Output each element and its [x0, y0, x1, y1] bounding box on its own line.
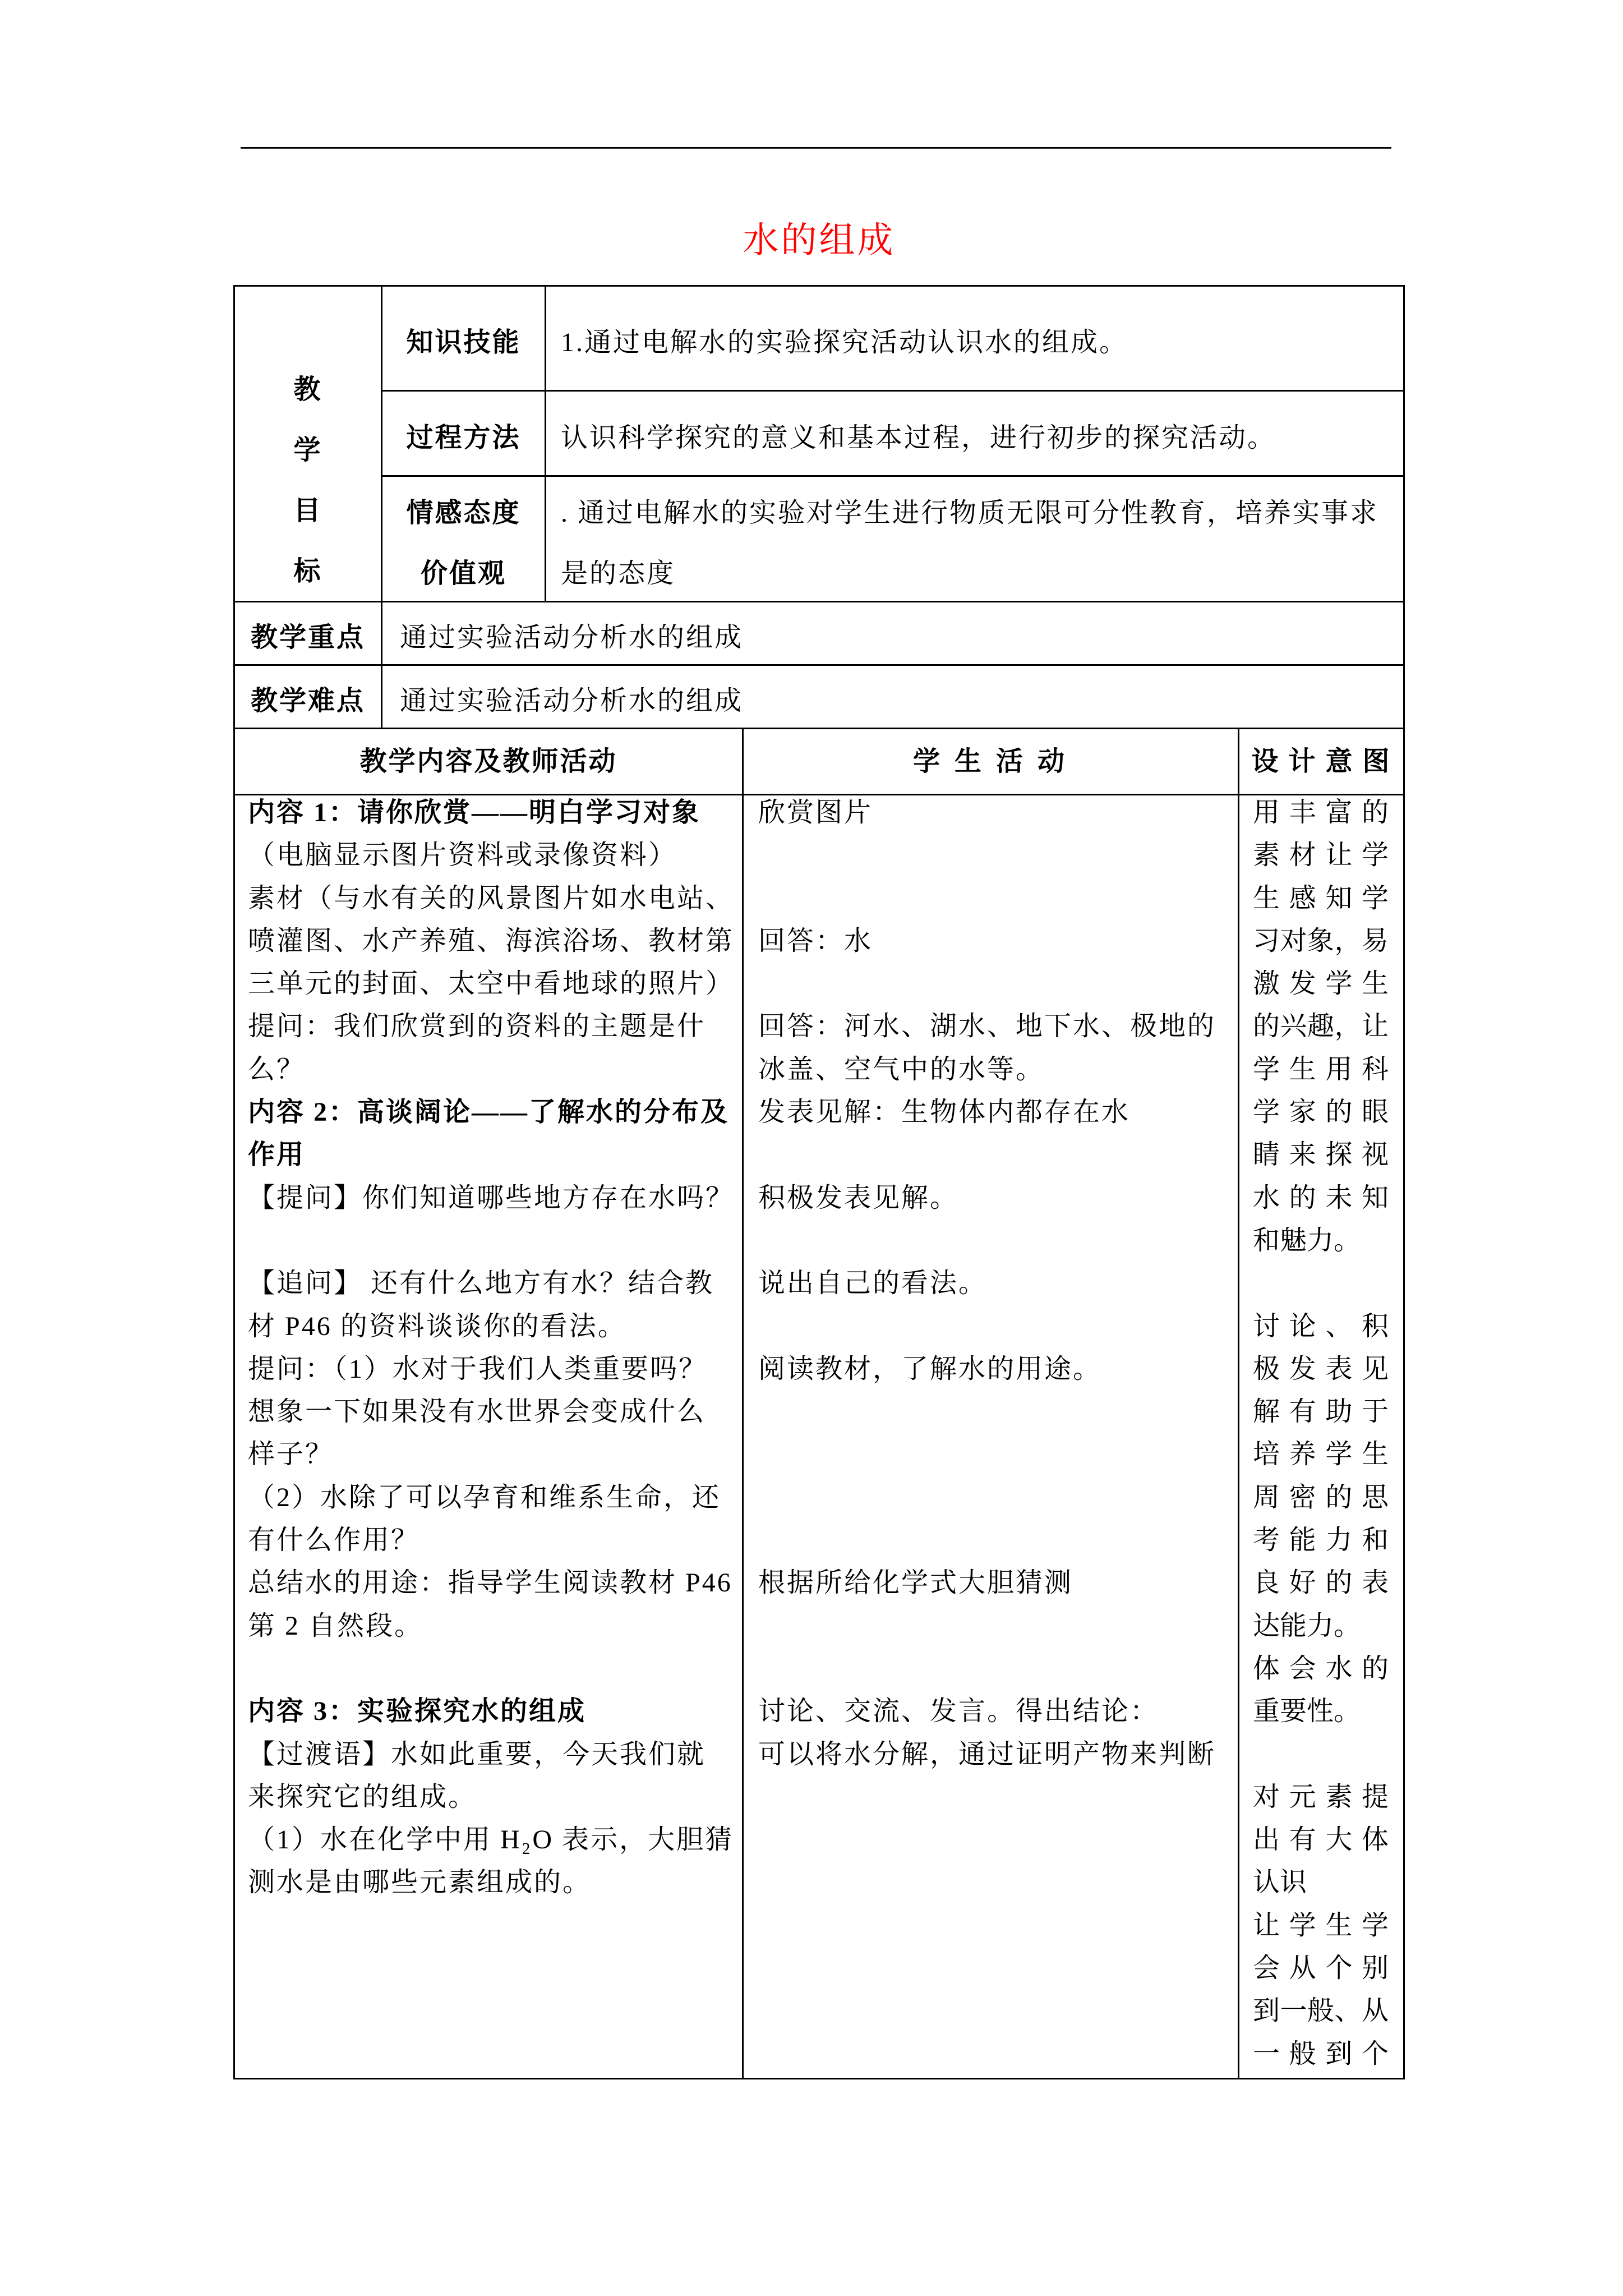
- student-activity-line: 说出自己的看法。: [758, 1268, 988, 1299]
- blank-line: [248, 1648, 742, 1690]
- teacher-activity-line: 想象一下如果没有水世界会变成什么: [248, 1397, 706, 1427]
- teacher-activity-line: 样子？: [248, 1439, 334, 1470]
- process-text: 认识科学探究的意义和基本过程，进行初步的探究活动。: [561, 422, 1276, 453]
- emotion-text-line: 是的态度: [561, 558, 676, 588]
- blank-line: [758, 1220, 1238, 1262]
- design-intent-line: 达能力。: [1253, 1611, 1361, 1641]
- design-intent-line: 认识: [1253, 1867, 1307, 1898]
- design-intent-line: 学生用科: [1253, 1054, 1389, 1084]
- blank-line: [758, 877, 1238, 920]
- design-intent-line: 体会水的: [1253, 1653, 1389, 1683]
- blank-line: [758, 1433, 1238, 1476]
- difficulty-label-cell: [233, 664, 382, 729]
- design-intent-line: 的兴趣，让: [1253, 1011, 1389, 1042]
- student-activity-line: 冰盖、空气中的水等。: [758, 1054, 1045, 1084]
- design-intent-line: 睛来探视: [1253, 1140, 1389, 1170]
- design-header: 设 计 意 图: [1251, 746, 1391, 776]
- student-header: 学 生 活 动: [912, 746, 1068, 776]
- teacher-activity-line: （1）水在化学中用 H₂O 表示，大胆猜: [248, 1825, 734, 1855]
- page-title: 水的组成: [743, 220, 896, 260]
- student-activity-line: 阅读教材，了解水的用途。: [758, 1354, 1102, 1384]
- design-intent-line: 生感知学: [1253, 883, 1389, 913]
- objectives-label: 教学目标: [293, 375, 322, 586]
- design-intent-line: 考能力和: [1253, 1525, 1389, 1556]
- design-intent-line: 极发表见: [1253, 1354, 1389, 1384]
- student-activity-line: 回答：河水、湖水、地下水、极地的: [758, 1011, 1216, 1042]
- teacher-activity-line: 总结水的用途：指导学生阅读教材 P46: [248, 1568, 732, 1598]
- student-activity-line: 根据所给化学式大胆猜测: [758, 1568, 1073, 1598]
- blank-line: [758, 963, 1238, 1005]
- blank-line: [758, 1134, 1238, 1176]
- student-activity-line: 积极发表见解。: [758, 1182, 959, 1213]
- teacher-activity-line: 材 P46 的资料谈谈你的看法。: [248, 1311, 626, 1341]
- design-intent-line: 出有大体: [1253, 1825, 1389, 1855]
- student-activity-cell: [742, 794, 1239, 2079]
- design-intent-line: 让学生学: [1253, 1910, 1389, 1940]
- key-point-text-cell: [381, 601, 1405, 666]
- student-activity-line: 欣赏图片: [758, 798, 873, 827]
- design-intent-line: 重要性。: [1253, 1696, 1361, 1727]
- key-point-label-cell: [233, 601, 382, 666]
- design-intent-line: 用丰富的: [1253, 798, 1389, 827]
- teacher-activity-line: 来探究它的组成。: [248, 1782, 477, 1812]
- design-intent-cell: [1238, 794, 1405, 2079]
- blank-line: [758, 834, 1238, 877]
- student-activity-line: 可以将水分解，通过证明产物来判断: [758, 1739, 1216, 1769]
- teacher-header: 教学内容及教师活动: [359, 746, 617, 776]
- emotion-text-cell: [545, 475, 1405, 602]
- teacher-activity-line: 素材（与水有关的风景图片如水电站、: [248, 883, 735, 913]
- student-activity-line: 发表见解：生物体内都存在水: [758, 1097, 1131, 1128]
- difficulty-label: 教学难点: [250, 686, 365, 716]
- design-intent-line: 会从个别: [1253, 1953, 1389, 1984]
- objectives-label-cell: [233, 285, 382, 602]
- teacher-activity-line: （电脑显示图片资料或录像资料）: [248, 840, 677, 871]
- teacher-activity-line: 测水是由哪些元素组成的。: [248, 1867, 592, 1898]
- design-intent-line: 水的未知: [1253, 1182, 1389, 1213]
- teacher-header-cell: [233, 728, 744, 795]
- blank-line: [1253, 1262, 1389, 1305]
- design-intent-line: 习对象，易: [1253, 926, 1389, 956]
- teacher-activity-line: （2）水除了可以孕育和维系生命，还: [248, 1482, 721, 1512]
- emotion-label: 情感态度价值观: [406, 498, 521, 588]
- process-label: 过程方法: [406, 422, 521, 453]
- design-intent-line: 解有助于: [1253, 1397, 1389, 1427]
- student-header-cell: [742, 728, 1239, 795]
- teacher-activity-line: 喷灌图、水产养殖、海滨浴场、教材第: [248, 926, 735, 956]
- design-intent-line: 学家的眼: [1253, 1097, 1389, 1128]
- teacher-activity-line: 内容 3：实验探究水的组成: [248, 1696, 587, 1727]
- teacher-activity-line: 作用: [248, 1140, 306, 1170]
- teacher-activity-line: 【提问】你们知道哪些地方存在水吗？: [248, 1182, 735, 1213]
- emotion-text-line: . 通过电解水的实验对学生进行物质无限可分性教育，培养实事求: [561, 498, 1379, 528]
- teacher-activity-line: 么？: [248, 1054, 306, 1084]
- design-intent-line: 激发学生: [1253, 969, 1389, 999]
- design-intent-line: 对元素提: [1253, 1782, 1389, 1812]
- blank-line: [758, 1519, 1238, 1562]
- knowledge-label-cell: [381, 285, 546, 392]
- key-point-label: 教学重点: [250, 623, 365, 652]
- process-text-cell: [545, 390, 1405, 477]
- teacher-activity-cell: [233, 794, 744, 2079]
- teacher-activity-line: 内容 2：高谈阔论——了解水的分布及: [248, 1097, 730, 1128]
- design-intent-line: 良好的表: [1253, 1568, 1389, 1598]
- student-activity-line: 回答：水: [758, 926, 873, 956]
- design-intent-line: 培养学生: [1253, 1439, 1389, 1470]
- design-intent-line: 和魅力。: [1253, 1225, 1361, 1255]
- blank-line: [758, 1476, 1238, 1519]
- difficulty-text: 通过实验活动分析水的组成: [400, 686, 744, 716]
- blank-line: [248, 1220, 742, 1262]
- design-header-cell: [1238, 728, 1405, 795]
- teacher-activity-line: 三单元的封面、太空中看地球的照片）: [248, 969, 735, 999]
- blank-line: [758, 1648, 1238, 1690]
- design-intent-line: 素材让学: [1253, 840, 1389, 871]
- key-point-text: 通过实验活动分析水的组成: [400, 623, 744, 652]
- teacher-activity-line: 提问：（1）水对于我们人类重要吗？: [248, 1354, 708, 1384]
- blank-line: [758, 1391, 1238, 1433]
- knowledge-label: 知识技能: [406, 328, 521, 357]
- teacher-activity-line: 有什么作用？: [248, 1525, 420, 1556]
- difficulty-text-cell: [381, 664, 1405, 729]
- design-intent-line: 到一般、从: [1253, 1996, 1389, 2026]
- teacher-activity-line: 第 2 自然段。: [248, 1611, 423, 1641]
- teacher-activity-line: 【追问】 还有什么地方有水？结合教: [248, 1268, 714, 1299]
- design-intent-line: 一般到个: [1253, 2039, 1389, 2069]
- blank-line: [758, 1305, 1238, 1348]
- blank-line: [758, 1605, 1238, 1648]
- process-label-cell: [381, 390, 546, 477]
- design-intent-line: 讨论、积: [1253, 1311, 1389, 1341]
- teacher-activity-line: 提问：我们欣赏到的资料的主题是什: [248, 1011, 706, 1042]
- blank-line: [1253, 1733, 1389, 1776]
- knowledge-text: 1.通过电解水的实验探究活动认识水的组成。: [561, 328, 1128, 357]
- emotion-label-cell: [381, 475, 546, 602]
- teacher-activity-line: 【过渡语】水如此重要，今天我们就: [248, 1739, 706, 1769]
- teacher-activity-line: 内容 1：请你欣赏——明白学习对象: [248, 798, 701, 827]
- knowledge-text-cell: [545, 285, 1405, 392]
- student-activity-line: 讨论、交流、发言。得出结论：: [758, 1696, 1159, 1727]
- header-rule: [241, 147, 1391, 149]
- design-intent-line: 周密的思: [1253, 1482, 1389, 1512]
